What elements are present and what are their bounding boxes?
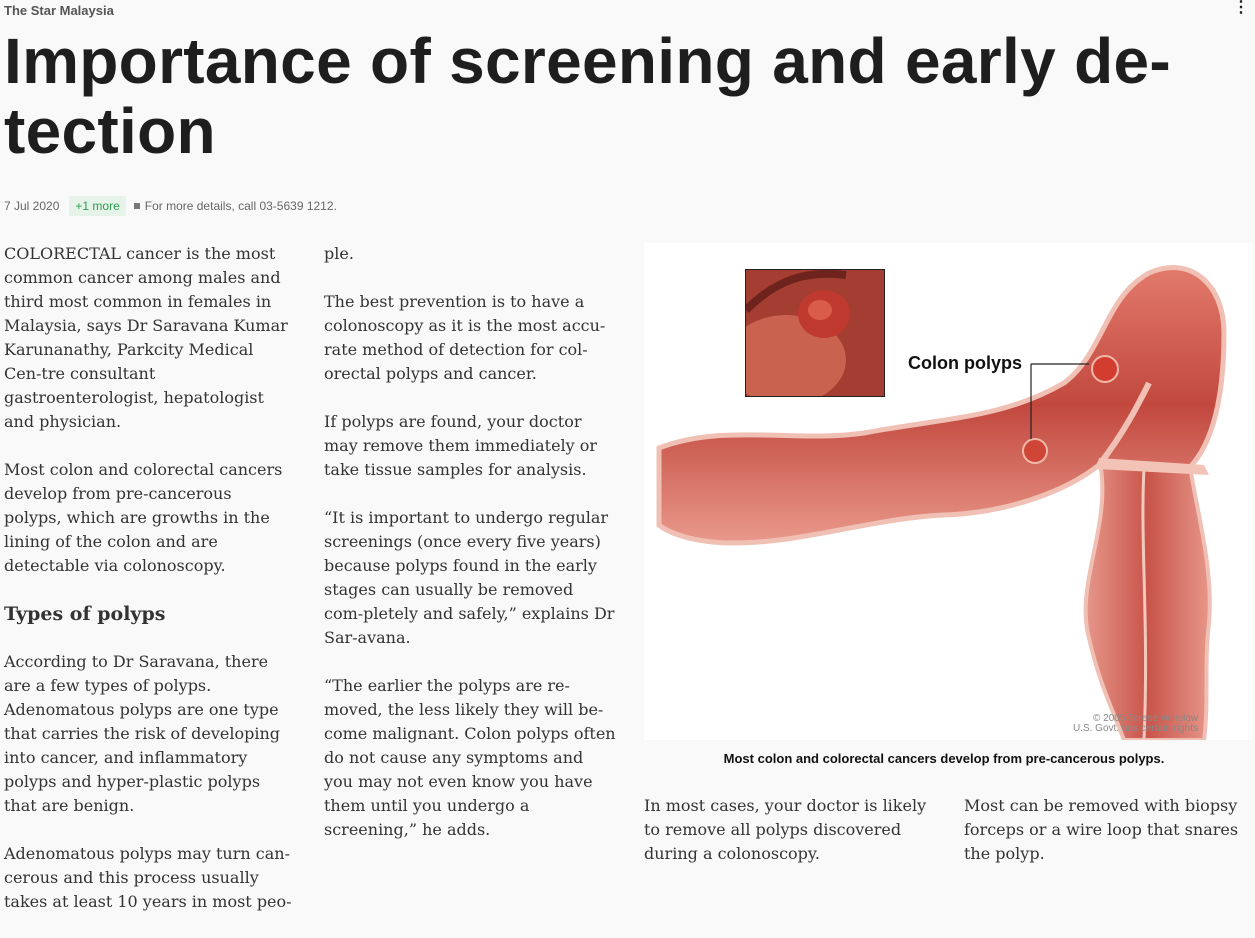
paragraph: In most cases, your doctor is likely to remove all polyps discovered during a colonoscopy.: [644, 796, 927, 863]
title-line-1: Importance of screening and early de-: [4, 25, 1171, 97]
article-title: [4, 26, 1204, 166]
paragraph: “The earlier the polyps are re-moved, the less likely they will be-come malignant. Colon polyps often do not cause any symptoms and you may not even know you have them until you undergo a screening,” he adds.: [324, 676, 616, 839]
article-column-1: [4, 242, 294, 938]
endoscopy-photo: [745, 269, 885, 397]
paragraph: If polyps are found, your doctor may remove them immediately or take tissue samples for analysis.: [324, 412, 598, 479]
publisher-name[interactable]: The Star Malaysia: [4, 3, 114, 18]
article-column-2: [324, 242, 616, 866]
square-bullet-icon: [134, 203, 140, 209]
paragraph: Adenomatous polyps may turn can-cerous and this process usually takes at least 10 years in most peo-: [4, 844, 292, 911]
article-column-3: [644, 794, 936, 890]
paragraph: Most can be removed with biopsy forceps or a wire loop that snares the polyp.: [964, 796, 1239, 863]
polyp-mark: [1023, 439, 1047, 463]
paragraph: ple.: [324, 244, 354, 263]
more-tags-button[interactable]: +1 more: [69, 196, 125, 216]
article-column-4: [964, 794, 1248, 890]
polyp-mark: [1092, 356, 1118, 382]
callout-label: Colon polyps: [908, 353, 1022, 373]
credit-line: U.S. Govt. has certain rights: [1072, 723, 1198, 734]
section-heading: Types of polyps: [4, 603, 166, 625]
title-line-2: tection: [4, 95, 216, 167]
more-options-icon[interactable]: ⋮: [1233, 0, 1249, 16]
paragraph: COLORECTAL cancer is the most common cancer among males and third most common in females in Malaysia, says Dr Saravana Kumar Karunanathy, Parkcity Medical Cen-tre consultant gastroenterologist, hepatologist and physician.: [4, 244, 288, 431]
credit-line: © 2005 Terese Winslow: [1092, 713, 1198, 724]
figure-caption: Most colon and colorectal cancers develop from pre-cancerous polyps.: [723, 751, 1165, 766]
paragraph: “It is important to undergo regular screenings (once every five years) because polyps found in the early stages can usually be removed com-pletely and safely,” explains Dr Sar-avana.: [324, 508, 615, 647]
paragraph: Most colon and colorectal cancers develop from pre-cancerous polyps, which are growths in the lining of the colon and are detectable via colonoscopy.: [4, 460, 283, 575]
paragraph: The best prevention is to have a colonoscopy as it is the most accu-rate method of detection for col-orectal polyps and cancer.: [324, 292, 606, 383]
paragraph: According to Dr Saravana, there are a few types of polyps. Adenomatous polyps are one type that carries the risk of developing into cancer, and inflammatory polyps and hyper-plastic polyps that are benign.: [4, 652, 281, 815]
colon-drawing: [644, 243, 1252, 740]
article-date: 7 Jul 2020: [4, 199, 60, 213]
colon-polyps-illustration[interactable]: [644, 243, 1252, 740]
article-meta: [4, 196, 337, 216]
image-credit: [1073, 714, 1198, 734]
article-note: For more details, call 03-5639 1212.: [144, 199, 337, 213]
